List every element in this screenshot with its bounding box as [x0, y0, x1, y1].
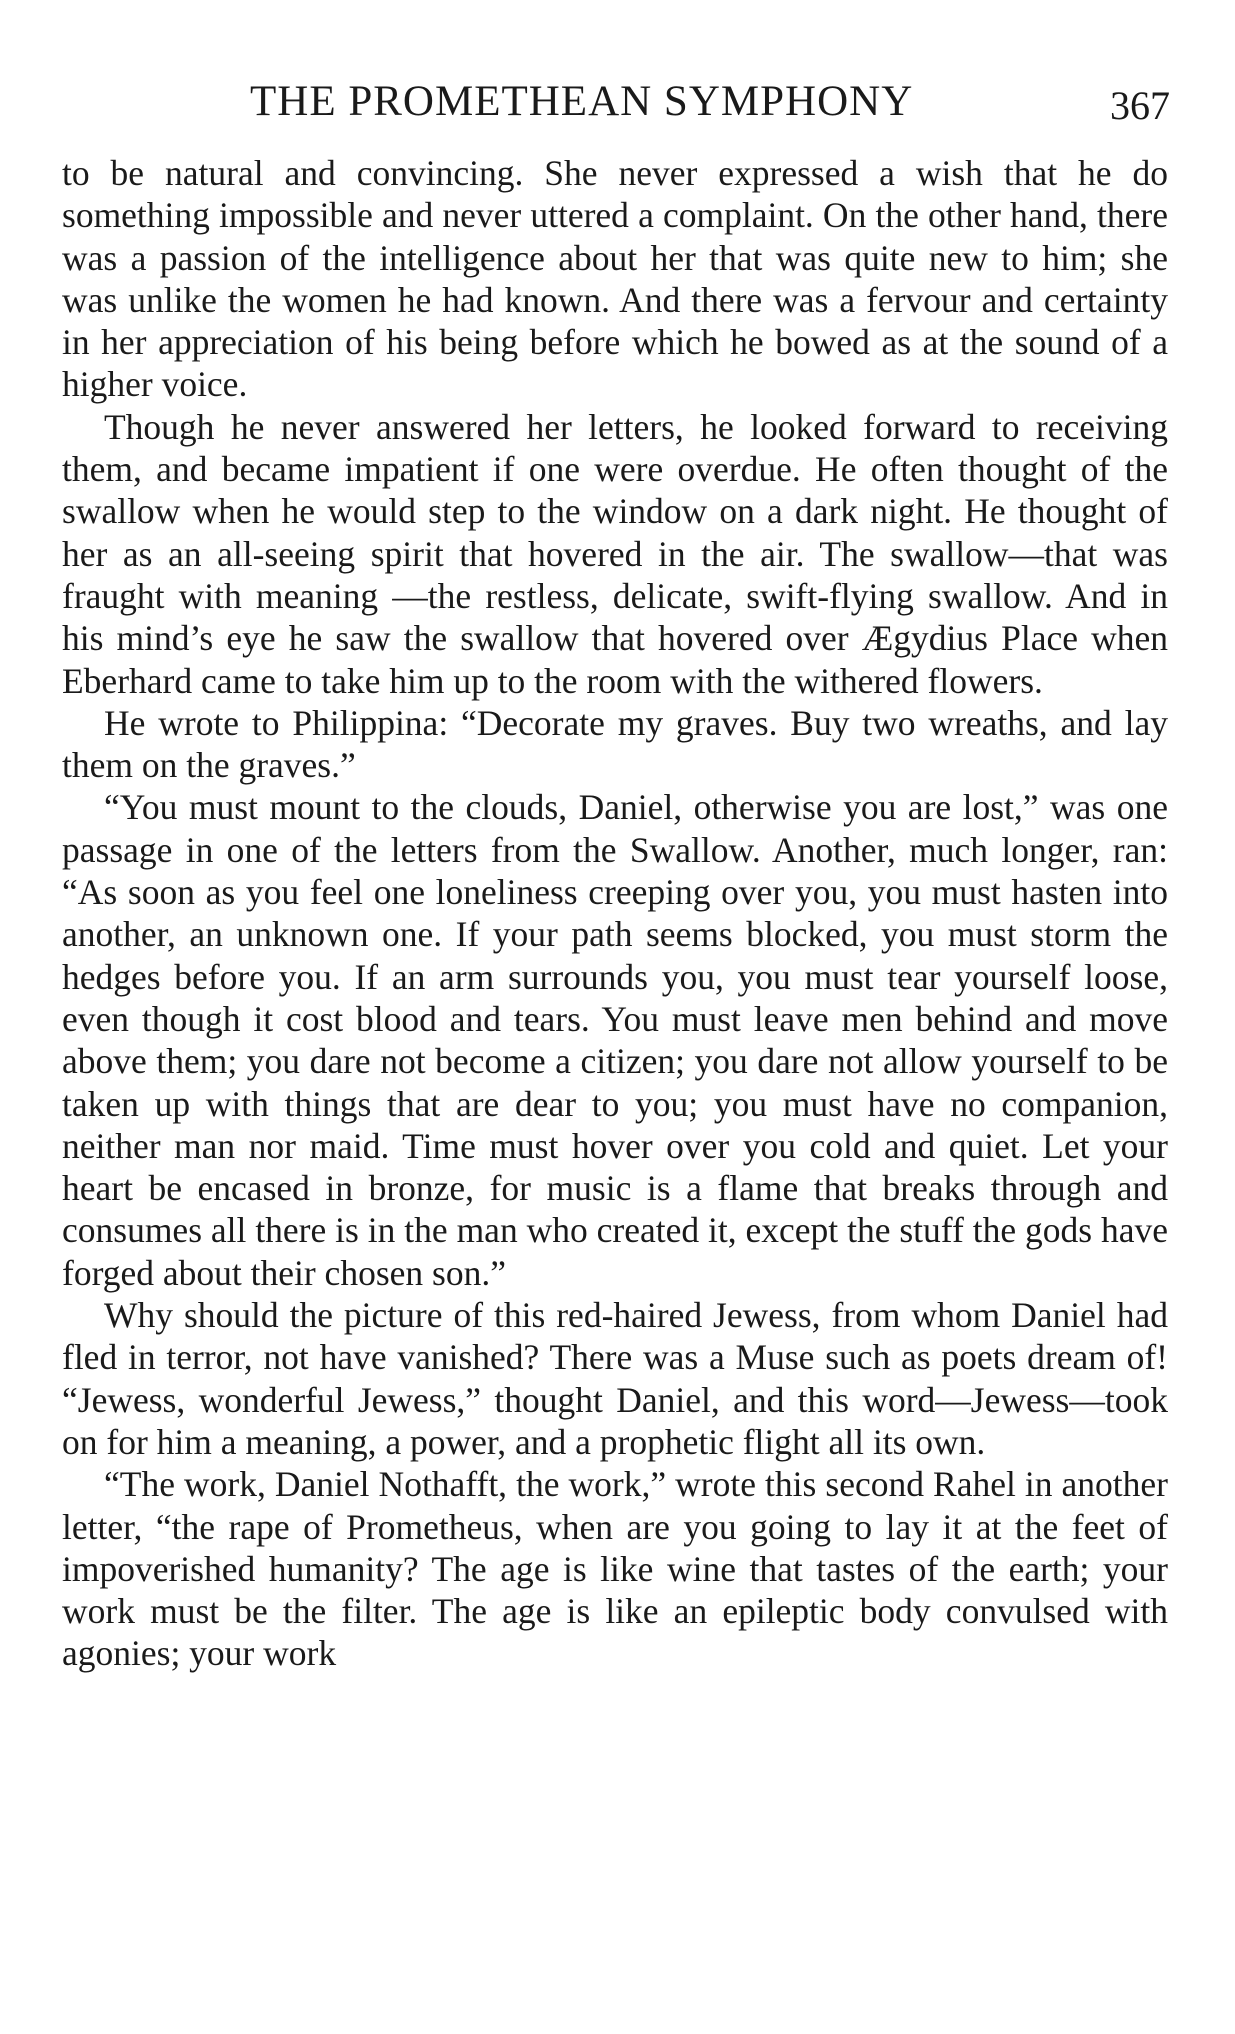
page-number: 367: [1110, 83, 1170, 128]
running-title: THE PROMETHEAN SYMPHONY: [250, 78, 914, 125]
running-header: [62, 72, 1170, 132]
paragraph-2: Though he never answered her letters, he looked forward to receiving them, and became impatient if one were overdue. He often thought of the swallow when he would step to the window on a dark night. He thought of her as an all-seeing spirit that hovered in the air. The swallow—that was fraught with meaning —the restless, delicate, swift-flying swallow. And in his mind’s eye he saw the swallow that hovered over Ægydius Place when Eberhard came to take him up to the room with the withered flowers.: [62, 406, 1168, 701]
paragraph-4: “You must mount to the clouds, Daniel, otherwise you are lost,” was one passage in one of the letters from the Swallow. Another, much longer, ran: “As soon as you feel one loneliness creeping over you, you must hasten into another, an unknown one. If your path seems blocked, you must storm the hedges before you. If an arm surrounds you, you must tear yourself loose, even though it cost blood and tears. You must leave men behind and move above them; you dare not become a citizen; you dare not allow yourself to be taken up with things that are dear to you; you must have no companion, neither man nor maid. Time must hover over you cold and quiet. Let your heart be encased in bronze, for music is a flame that breaks through and consumes all there is in the man who created it, except the stuff the gods have forged about their chosen son.”: [62, 787, 1168, 1293]
paragraph-1: to be natural and convincing. She never expressed a wish that he do something impossible and never uttered a complaint. On the other hand, there was a passion of the intelligence about her that was quite new to him; she was unlike the women he had known. And there was a fervour and certainty in her appreciation of his being before which he bowed as at the sound of a higher voice.: [62, 153, 1168, 405]
paragraph-5: Why should the picture of this red-haired Jewess, from whom Daniel had fled in terror, not have vanished? There was a Muse such as poets dream of! “Jewess, wonderful Jewess,” thought Daniel, and this word—Jewess—took on for him a meaning, a power, and a prophetic flight all its own.: [62, 1295, 1168, 1462]
paragraph-6: “The work, Daniel Nothafft, the work,” wrote this second Rahel in another letter, “the rape of Prometheus, when are you going to lay it at the feet of impoverished humanity? The age is like wine that tastes of the earth; your work must be the filter. The age is like an epileptic body convulsed with agonies; your work: [62, 1464, 1168, 1674]
paragraph-3: He wrote to Philippina: “Decorate my graves. Buy two wreaths, and lay them on the graves.”: [62, 702, 1168, 786]
body-text: [62, 152, 1168, 1675]
